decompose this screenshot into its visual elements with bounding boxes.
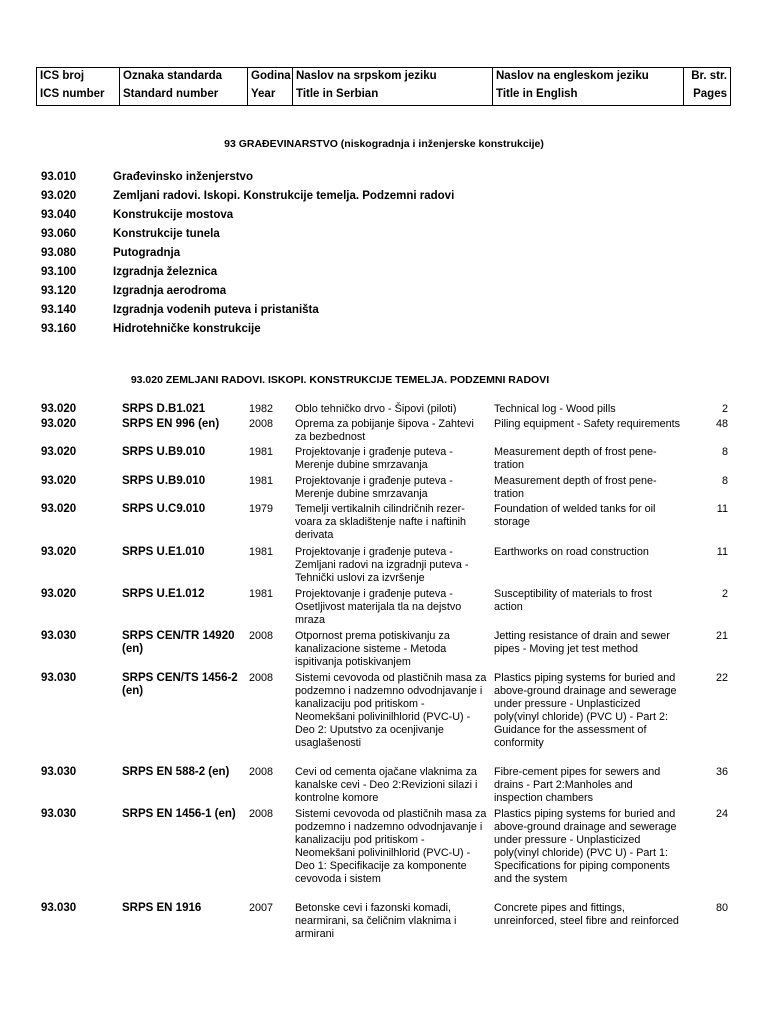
cell-title-sr: Projektovanje i građenje puteva - Osetljivost materijala tla na dejstvo mraza xyxy=(295,588,462,626)
subcategory-code: 93.020 xyxy=(41,190,77,202)
subcategory-name: Zemljani radovi. Iskopi. Konstrukcije temelja. Podzemni radovi xyxy=(113,190,455,202)
header-title-en xyxy=(492,68,683,105)
cell-year: 1981 xyxy=(249,475,274,487)
subcategory-name: Putogradnja xyxy=(113,247,181,259)
cell-title-en: Fibre-cement pipes for sewers and drains - Part 2:Manholes and inspection chambers xyxy=(494,766,661,804)
cell-standard: SRPS EN 588-2 (en) xyxy=(122,766,230,778)
cell-ics: 93.020 xyxy=(41,588,77,600)
subcategory-name: Hidrotehničke konstrukcije xyxy=(113,323,261,335)
cell-pages: 11 xyxy=(716,546,728,558)
subcategory-code: 93.010 xyxy=(41,171,77,183)
cell-title-en: Plastics piping systems for buried and above-ground drainage and sewerage under pressure - Unplasticized poly(vinyl chloride) (PVC U) - Part 2: Guidance for the assessment of conformity xyxy=(494,672,677,749)
cell-title-sr: Sistemi cevovoda od plastičnih masa za podzemno i nadzemno odvodnjavanje i kanalizaciju pod pritiskom - Neomekšani polivinilhlorid (PVC-U) - Deo 1: Specifikacije za komponente cevovoda i sistem xyxy=(295,808,487,885)
cell-year: 1981 xyxy=(249,446,274,458)
subcategory-name: Izgradnja vodenih puteva i pristaništa xyxy=(113,304,319,316)
cell-ics: 93.020 xyxy=(41,446,77,458)
cell-pages: 36 xyxy=(715,766,728,778)
cell-year: 1982 xyxy=(249,403,274,415)
cell-ics: 93.030 xyxy=(41,808,77,820)
subcategory-name: Izgradnja železnica xyxy=(113,266,218,278)
header-pages xyxy=(683,68,730,105)
subcategory-name: Konstrukcije tunela xyxy=(113,228,220,240)
header-title-sr-label-en: Title in Serbian xyxy=(296,88,379,100)
cell-title-sr: Oblo tehničko drvo - Šipovi (piloti) xyxy=(295,403,457,415)
subcategory-code: 93.100 xyxy=(41,266,77,278)
header-title-sr-label: Naslov na srpskom jeziku xyxy=(296,70,437,82)
cell-standard: SRPS U.E1.012 xyxy=(122,588,205,600)
cell-title-sr: Oprema za pobijanje šipova - Zahtevi za bezbednost xyxy=(295,418,474,443)
cell-title-en: Measurement depth of frost pene-tration xyxy=(494,446,657,471)
cell-ics: 93.030 xyxy=(41,766,77,778)
cell-year: 2008 xyxy=(249,766,274,778)
header-ics-label: ICS broj xyxy=(40,70,85,82)
subsection-title: 93.020 ZEMLJANI RADOVI. ISKOPI. KONSTRUKCIJE TEMELJA. PODZEMNI RADOVI xyxy=(130,374,550,386)
cell-title-en: Piling equipment - Safety requirements xyxy=(494,418,681,430)
header-title-sr xyxy=(292,68,492,105)
subcategory-code: 93.060 xyxy=(41,228,77,240)
cell-title-sr: Otpornost prema potiskivanju za kanalizacione sisteme - Metoda ispitivanja potiskivanjem xyxy=(295,630,450,668)
subcategory-code: 93.160 xyxy=(41,323,77,335)
cell-standard: SRPS EN 1456-1 (en) xyxy=(122,808,236,820)
cell-title-sr: Cevi od cementa ojačane vlaknima za kanalske cevi - Deo 2:Revizioni silazi i kontrolne komore xyxy=(295,766,478,804)
cell-standard: SRPS CEN/TR 14920 (en) xyxy=(122,630,235,655)
cell-year: 2008 xyxy=(249,808,274,820)
cell-standard: SRPS EN 1916 xyxy=(122,902,202,914)
header-ics xyxy=(37,68,119,105)
cell-pages: 11 xyxy=(716,503,728,515)
cell-title-sr: Projektovanje i građenje puteva - Merenje dubine smrzavanja xyxy=(295,446,453,471)
cell-ics: 93.020 xyxy=(41,546,77,558)
header-title-en-label: Naslov na engleskom jeziku xyxy=(496,70,649,82)
cell-pages: 21 xyxy=(715,630,728,642)
cell-ics: 93.020 xyxy=(41,503,77,515)
cell-title-sr: Temelji vertikalnih cilindričnih rezer-voara za skladištenje nafte i naftinih derivata xyxy=(295,503,467,541)
cell-year: 1981 xyxy=(249,588,274,600)
cell-pages: 8 xyxy=(721,475,728,487)
header-year-label: Godina xyxy=(251,70,291,82)
header-year xyxy=(247,68,292,105)
cell-year: 2008 xyxy=(249,418,274,430)
subcategory-code: 93.120 xyxy=(41,285,77,297)
cell-standard: SRPS EN 996 (en) xyxy=(122,418,220,430)
cell-standard: SRPS U.E1.010 xyxy=(122,546,205,558)
cell-standard: SRPS U.C9.010 xyxy=(122,503,206,515)
header-pages-label: Br. str. xyxy=(691,70,727,82)
cell-standard: SRPS D.B1.021 xyxy=(122,403,206,415)
subcategory-code: 93.140 xyxy=(41,304,77,316)
header-standard-label-en: Standard number xyxy=(123,88,219,100)
cell-pages: 80 xyxy=(715,902,728,914)
header-title-en-label-en: Title in English xyxy=(496,88,578,100)
cell-title-en: Foundation of welded tanks for oil storage xyxy=(494,503,656,528)
cell-title-sr: Sistemi cevovoda od plastičnih masa za podzemno i nadzemno odvodnjavanje i kanalizaciju pod pritiskom - Neomekšani polivinilhlorid (PVC-U) - Deo 2: Uputstvo za ocenjivanje usaglašenosti xyxy=(295,672,487,749)
cell-title-en: Technical log - Wood pills xyxy=(494,403,616,415)
cell-pages: 48 xyxy=(715,418,728,430)
cell-title-sr: Betonske cevi i fazonski komadi, nearmirani, sa čeličnim vlaknima i armirani xyxy=(295,902,457,940)
cell-ics: 93.030 xyxy=(41,672,77,684)
cell-ics: 93.020 xyxy=(41,418,77,430)
subcategory-name: Konstrukcije mostova xyxy=(113,209,234,221)
cell-pages: 24 xyxy=(715,808,728,820)
cell-standard: SRPS CEN/TS 1456-2 (en) xyxy=(122,672,238,697)
subcategory-code: 93.080 xyxy=(41,247,77,259)
cell-year: 1981 xyxy=(249,546,274,558)
header-ics-label-en: ICS number xyxy=(40,88,105,100)
cell-pages: 2 xyxy=(721,588,728,600)
subcategory-code: 93.040 xyxy=(41,209,77,221)
cell-title-en: Earthworks on road construction xyxy=(494,546,649,558)
cell-standard: SRPS U.B9.010 xyxy=(122,475,206,487)
cell-pages: 8 xyxy=(721,446,728,458)
cell-pages: 2 xyxy=(721,403,728,415)
cell-title-sr: Projektovanje i građenje puteva - Merenje dubine smrzavanja xyxy=(295,475,453,500)
header-year-label-en: Year xyxy=(251,88,276,100)
header-pages-label-en: Pages xyxy=(693,88,727,100)
cell-year: 1979 xyxy=(249,503,274,515)
cell-ics: 93.030 xyxy=(41,902,77,914)
cell-pages: 22 xyxy=(715,672,728,684)
cell-title-en: Jetting resistance of drain and sewer pipes - Moving jet test method xyxy=(494,630,670,655)
subcategory-name: Izgradnja aerodroma xyxy=(113,285,227,297)
cell-year: 2008 xyxy=(249,672,274,684)
cell-title-en: Susceptibility of materials to frost action xyxy=(494,588,652,613)
cell-year: 2008 xyxy=(249,630,274,642)
cell-ics: 93.030 xyxy=(41,630,77,642)
cell-title-en: Measurement depth of frost pene-tration xyxy=(494,475,657,500)
cell-year: 2007 xyxy=(249,902,274,914)
cell-ics: 93.020 xyxy=(41,403,77,415)
section-title: 93 GRAĐEVINARSTVO (niskogradnja i inženjerske konstrukcije) xyxy=(224,138,544,150)
cell-ics: 93.020 xyxy=(41,475,77,487)
cell-standard: SRPS U.B9.010 xyxy=(122,446,206,458)
cell-title-en: Concrete pipes and fittings, unreinforced, steel fibre and reinforced xyxy=(494,902,679,927)
cell-title-sr: Projektovanje i građenje puteva - Zemljani radovi na izgradnji puteva - Tehnički uslovi za izvršenje xyxy=(295,546,469,584)
subcategory-name: Građevinsko inženjerstvo xyxy=(113,171,253,183)
header-standard xyxy=(119,68,247,105)
table-header xyxy=(36,67,731,106)
header-standard-label: Oznaka standarda xyxy=(123,70,223,82)
cell-title-en: Plastics piping systems for buried and above-ground drainage and sewerage under pressure - Unplasticized poly(vinyl chloride) (PVC U) - Part 1: Specifications for piping components and the system xyxy=(494,808,677,885)
